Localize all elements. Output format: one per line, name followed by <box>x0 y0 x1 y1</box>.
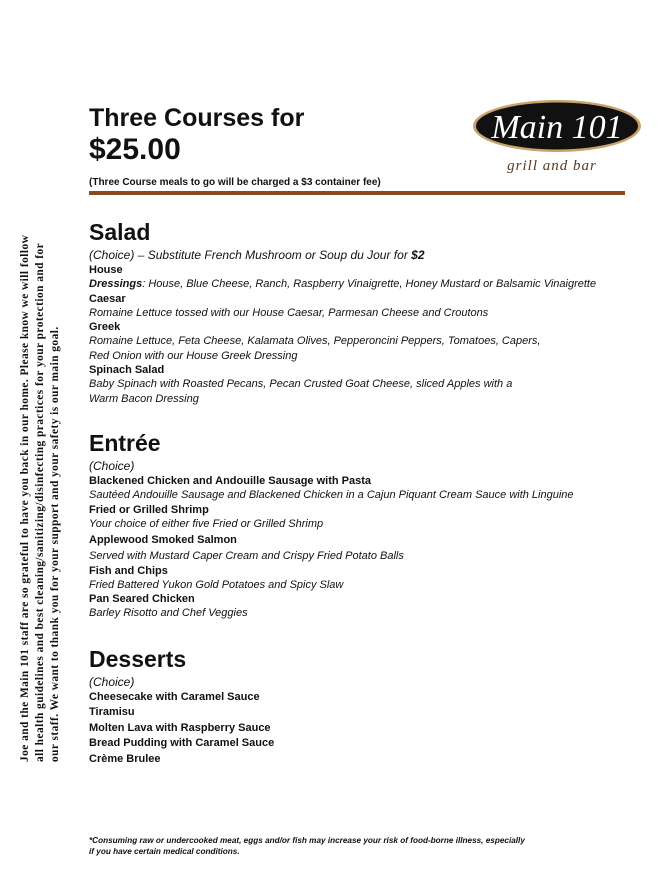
salad-heading: Salad <box>89 219 151 245</box>
dressings-options: : House, Blue Cheese, Ranch, Raspberry Vinaigrette, Honey Mustard or Balsamic Vinaigrette <box>142 278 597 290</box>
dressings-label: Dressings <box>89 278 143 290</box>
menu-item-name: Pan Seared Chicken <box>89 593 195 606</box>
dessert-item: Crème Brulee <box>89 752 161 765</box>
menu-item-name: House <box>89 264 123 276</box>
desserts-section <box>89 646 649 767</box>
desserts-heading: Desserts <box>89 646 187 672</box>
dessert-item: Tiramisu <box>89 706 135 719</box>
menu-item-name: Blackened Chicken and Andouille Sausage with Pasta <box>89 475 372 487</box>
logo-name: Main 101 <box>491 109 623 146</box>
menu-item-desc: Your choice of either five Fried or Grilled Shrimp <box>89 517 324 530</box>
container-fee-note: (Three Course meals to go will be charged a $3 container fee) <box>89 177 381 188</box>
menu-item-name: Applewood Smoked Salmon <box>89 534 237 547</box>
menu-item-name: Caesar <box>89 292 126 305</box>
menu-item-desc: Romaine Lettuce, Feta Cheese, Kalamata Olives, Pepperoncini Peppers, Tomatoes, Capers, <box>89 335 541 348</box>
entree-choice-note: (Choice) <box>89 459 135 473</box>
substitute-price: $2 <box>411 248 425 262</box>
dessert-item: Molten Lava with Raspberry Sauce <box>89 721 271 734</box>
desserts-choice-note: (Choice) <box>89 675 135 689</box>
menu-item-name: Greek <box>89 321 121 334</box>
dessert-item: Cheesecake with Caramel Sauce <box>89 691 260 703</box>
price-title: $25.00 <box>89 133 181 166</box>
entree-heading: Entrée <box>89 430 161 456</box>
header-divider <box>89 191 625 195</box>
salad-choice-text: (Choice) – Substitute French Mushroom or Soup du Jour for <box>89 248 412 262</box>
dressings-list <box>89 277 649 292</box>
menu-item-desc: Barley Risotto and Chef Veggies <box>89 607 248 620</box>
page-title: Three Courses for <box>89 104 305 132</box>
menu-item-desc: Romaine Lettuce tossed with our House Caesar, Parmesan Cheese and Croutons <box>89 306 489 319</box>
side-note-line: Joe and the Main 101 staff are so grateful to have you back in our home. Please know we will follow <box>19 234 31 762</box>
entree-section <box>89 430 649 621</box>
side-note <box>18 117 70 762</box>
dessert-item: Bread Pudding with Caramel Sauce <box>89 737 275 750</box>
menu-item-desc: Baby Spinach with Roasted Pecans, Pecan Crusted Goat Cheese, sliced Apples with a <box>89 378 513 391</box>
disclaimer-line: *Consuming raw or undercooked meat, eggs and/or fish may increase your risk of food-borne illness, especially <box>89 836 525 845</box>
menu-item-desc: Red Onion with our House Greek Dressing <box>89 349 298 362</box>
food-safety-disclaimer <box>89 836 609 857</box>
menu-item-name: Fish and Chips <box>89 564 168 577</box>
menu-item-desc: Sautéed Andouille Sausage and Blackened Chicken in a Cajun Piquant Cream Sauce with Linguine <box>89 489 574 501</box>
disclaimer-line: if you have certain medical conditions. <box>89 846 240 856</box>
menu-item-name: Fried or Grilled Shrimp <box>89 503 209 516</box>
menu-item-desc: Warm Bacon Dressing <box>89 392 199 405</box>
menu-header <box>89 103 381 188</box>
menu-item-desc: Fried Battered Yukon Gold Potatoes and Spicy Slaw <box>89 578 344 591</box>
salad-choice-note <box>89 248 649 263</box>
salad-section <box>89 219 649 407</box>
logo-graphic <box>472 98 644 182</box>
side-note-line: all health guidelines and best cleaning/sanitizing/disinfecting practices for your protection and for <box>34 242 46 762</box>
menu-item-name: Spinach Salad <box>89 364 165 377</box>
side-note-line: our staff. We want to thank you for your support and your safety is our main goal. <box>49 326 61 762</box>
menu-item-desc: Served with Mustard Caper Cream and Crispy Fried Potato Balls <box>89 550 404 563</box>
main-101-logo <box>472 98 644 182</box>
logo-tagline: grill and bar <box>507 158 597 174</box>
